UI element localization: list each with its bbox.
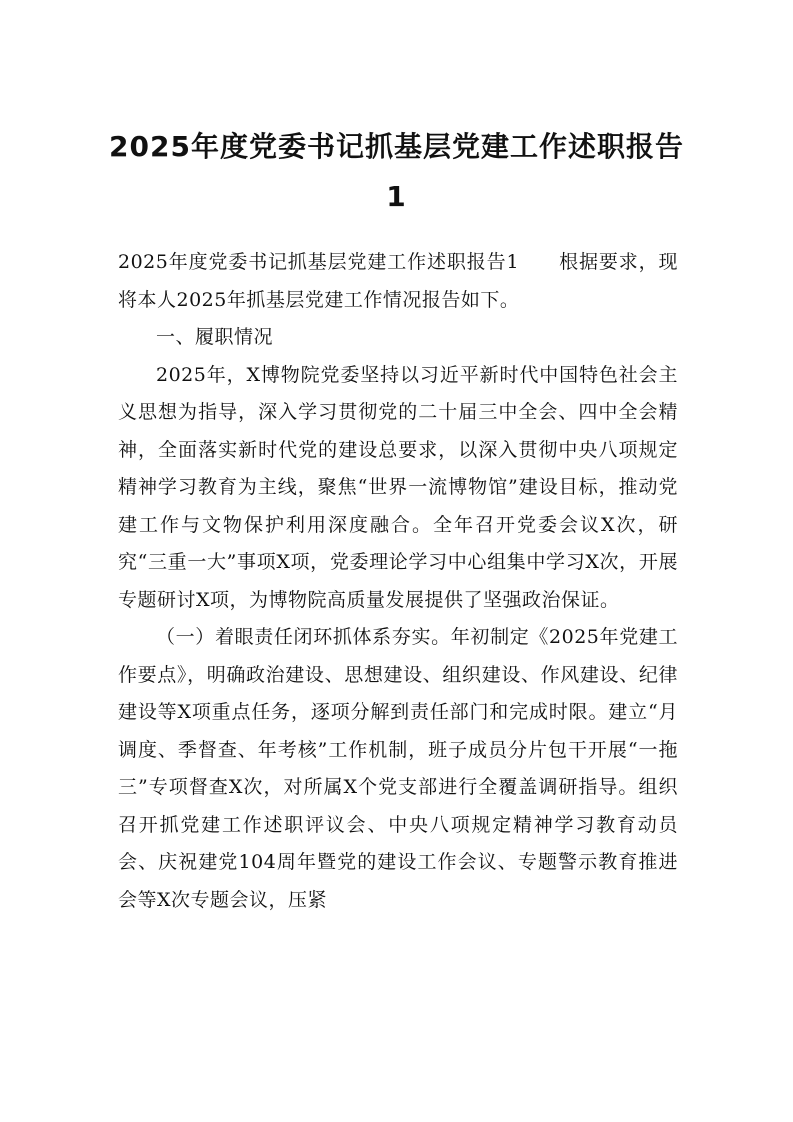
document-title: 2025年度党委书记抓基层党建工作述职报告1 (109, 130, 684, 213)
body-paragraph: 2025年，X博物院党委坚持以习近平新时代中国特色社会主义思想为指导，深入学习贯彻党的二十届三中全会、四中全会精神，全面落实新时代党的建设总要求，以深入贯彻中央八项规定精神学习教育为主线，聚焦“世界一流博物馆”建设目标，推动党建工作与文物保护利用深度融合。全年召开党委会议X次，研究“三重一大”事项X项，党委理论学习中心组集中学习X次，开展专题研讨X项，为博物院高质量发展提供了坚强政治保证。 (118, 363, 678, 611)
intro-paragraph: 2025年度党委书记抓基层党建工作述职报告1 根据要求，现将本人2025年抓基层党建工作情况报告如下。 (118, 251, 678, 311)
body-paragraph: （一）着眼责任闭环抓体系夯实。年初制定《2025年党建工作要点》，明确政治建设、思想建设、组织建设、作风建设、纪律建设等X项重点任务，逐项分解到责任部门和完成时限。建立“月调度、季督查、年考核”工作机制，班子成员分片包干开展“一拖三”专项督查X次，对所属X个党支部进行全覆盖调研指导。组织召开抓党建工作述职评议会、中央八项规定精神学习教育动员会、庆祝建党104周年暨党的建设工作会议、专题警示教育推进会等X次专题会议，压紧 (118, 626, 678, 911)
document-body (118, 244, 678, 919)
section-heading: 一、履职情况 (156, 326, 274, 348)
